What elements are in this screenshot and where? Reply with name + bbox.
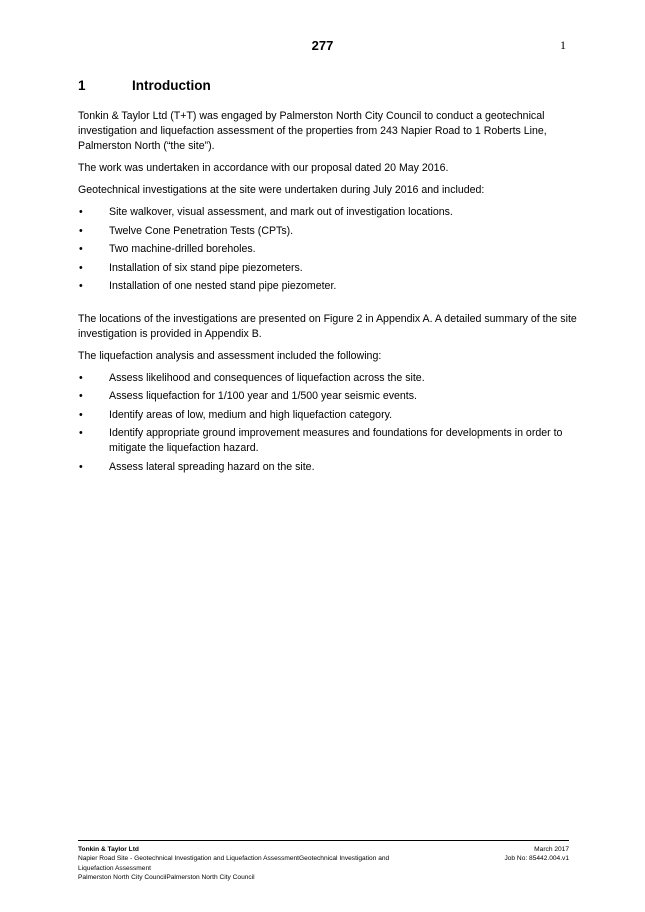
list-item: • Site walkover, visual assessment, and mark out of investigation locations. [79,206,453,218]
section-title: Introduction [132,78,211,93]
footer-left [78,845,438,883]
list-item: • Assess liquefaction for 1/100 year and 1/500 year seismic events. [79,390,417,402]
bullet-icon: • [79,224,83,237]
bullet-icon: • [79,280,83,292]
bullet-icon: • [79,408,83,421]
assessment-intro-paragraph: The liquefaction analysis and assessment included the following: [78,349,382,362]
section-number: 1 [78,78,86,93]
list-item: • Installation of six stand pipe piezometers. [79,261,303,274]
footer-divider [78,840,569,841]
list-item: • Two machine-drilled boreholes. [79,243,256,255]
bullet-icon: • [79,243,83,255]
list-item: • Identify appropriate ground improvement measures and foundations for developments in order to mitigate the liquefaction hazard. [79,427,563,454]
footer-date: March 2017 [534,846,569,853]
bullet-icon: • [79,371,83,384]
footer-client: Palmerston North City CouncilPalmerston North City Council [78,874,255,882]
assessment-list [78,371,578,475]
footer-project-line-2: Liquefaction Assessment [78,864,151,872]
footer-job-number: Job No: 85442.004.v1 [504,855,569,863]
list-item: • Twelve Cone Penetration Tests (CPTs). [79,224,294,237]
footer-project-line-1: Napier Road Site - Geotechnical Investigation and Liquefaction AssessmentGeotechnical Investigation and [78,855,390,863]
page-number-center: 277 [311,38,334,53]
intro-paragraph: Tonkin & Taylor Ltd (T+T) was engaged by Palmerston North City Council to conduct a geotechnical investigation and liquefaction assessment of the properties from 243 Napier Road to 1 Roberts Line, Palmerston North (“the site”). [78,110,547,152]
page-number-right: 1 [560,38,566,52]
footer-right [504,845,569,864]
document-body [78,109,578,478]
bullet-icon: • [79,460,83,473]
investigations-intro-paragraph: Geotechnical investigations at the site were undertaken during July 2016 and included: [78,184,485,196]
investigation-list [78,205,578,294]
bullet-icon: • [79,427,83,439]
list-item: • Identify areas of low, medium and high liquefaction category. [79,408,393,421]
list-item: • Assess likelihood and consequences of liquefaction across the site. [79,371,425,384]
section-heading [78,78,211,93]
list-item: • Installation of one nested stand pipe piezometer. [79,280,337,292]
bullet-icon: • [79,390,83,402]
locations-paragraph: The locations of the investigations are presented on Figure 2 in Appendix A. A detailed summary of the site investigation is provided in Appendix B. [78,312,577,340]
proposal-paragraph: The work was undertaken in accordance with our proposal dated 20 May 2016. [78,162,449,174]
bullet-icon: • [79,261,83,274]
list-item: • Assess lateral spreading hazard on the site. [79,460,315,473]
footer-company: Tonkin & Taylor Ltd [78,846,139,853]
bullet-icon: • [79,206,83,218]
